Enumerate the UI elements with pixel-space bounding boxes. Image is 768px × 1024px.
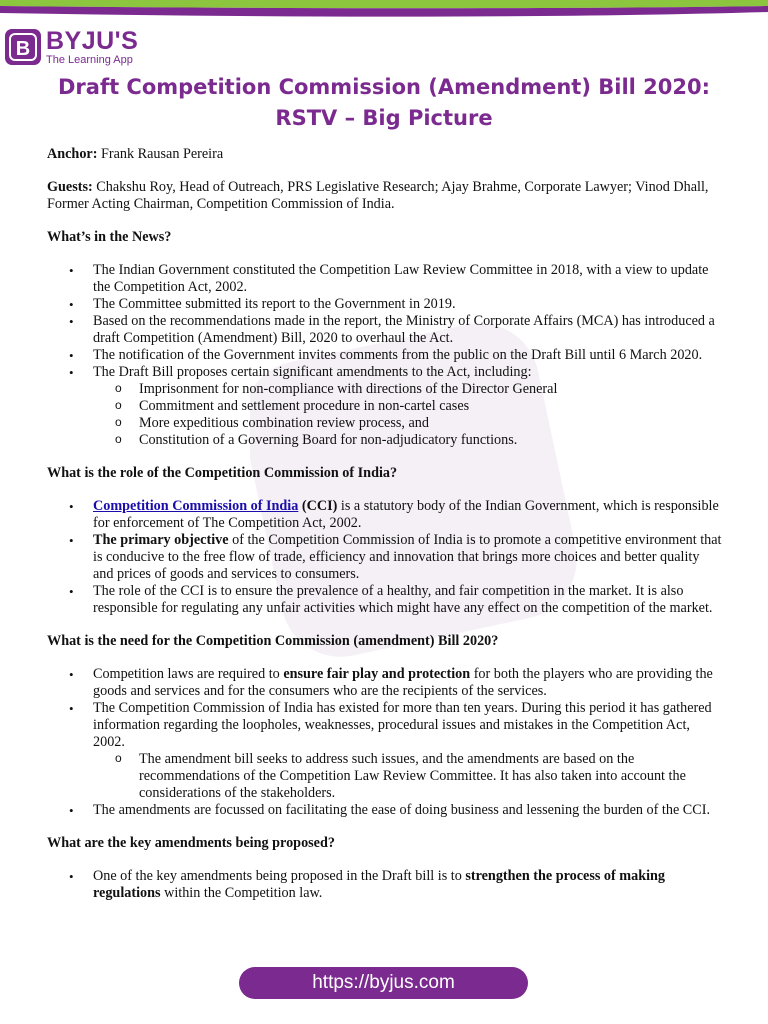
list-item [47,498,723,532]
need-sublist [93,751,723,802]
role-list [47,498,723,617]
section-heading-amendments: What are the key amendments being proposed? [47,835,335,851]
list-item-text: One of the key amendments being proposed in the Draft bill is to [93,868,466,884]
cci-link[interactable]: Competition Commission of India [93,498,299,514]
byjus-logo [4,28,138,66]
list-item: • The amendments are focussed on facilitating the ease of doing business and lessening the burden of the CCI. [47,802,723,819]
news-list [47,262,723,449]
list-item-text: The Draft Bill proposes certain significant amendments to the Act, including: [93,364,532,380]
list-item: • Based on the recommendations made in the report, the Ministry of Corporate Affairs (MCA) has introduced a draft Competition (Amendment) Bill, 2020 to overhaul the Act. [47,313,723,347]
list-item-text: The Competition Commission of India has existed for more than ten years. During this period it has gathered information regarding the loopholes, weaknesses, procedural issues and mistakes in the Competition Act, 2002. [93,700,712,750]
list-item-text: for both the players who are providing the goods and services and for the consumers who are the recipients of the services. [93,666,713,699]
guests-label: Guests: [47,179,93,195]
article-body [47,146,723,902]
footer-url-button[interactable]: https://byjus.com [239,967,528,999]
title-line-2: RSTV – Big Picture [275,106,493,130]
anchor-value: Frank Rausan Pereira [101,146,224,162]
list-item: • The Indian Government constituted the Competition Law Review Committee in 2018, with a view to update the Competition Act, 2002. [47,262,723,296]
anchor-label: Anchor: [47,146,98,162]
amendments-sublist [93,381,723,449]
header-swoosh [0,0,768,20]
bold-phrase: The primary objective [93,532,229,548]
bold-phrase: strengthen the process of making regulations [93,868,666,901]
section-heading-need: What is the need for the Competition Commission (amendment) Bill 2020? [47,633,499,649]
list-item-text: Competition laws are required to [93,666,284,682]
list-item [47,700,723,802]
sub-list-item: o Commitment and settlement procedure in non-cartel cases [93,398,723,415]
list-item: • The notification of the Government invites comments from the public on the Draft Bill until 6 March 2020. [47,347,723,364]
cci-abbr: (CCI) [301,498,338,514]
list-item [47,666,723,700]
amendments-list [47,868,723,902]
byjus-badge-icon [4,28,42,66]
brand-name: BYJU'S [46,26,139,55]
brand-tagline: The Learning App [46,53,133,66]
need-list [47,666,723,819]
list-item-text: is a statutory body of the Indian Government, which is responsible for enforcement of The Competition Act, 2002. [93,498,719,531]
sub-list-item: o Constitution of a Governing Board for non-adjudicatory functions. [93,432,723,449]
guests-value: Chakshu Roy, Head of Outreach, PRS Legislative Research; Ajay Brahme, Corporate Lawyer; Vinod Dhall, Former Acting Chairman, Competition Commission of India. [47,179,709,212]
section-heading-role: What is the role of the Competition Commission of India? [47,465,398,481]
list-item-text: of the Competition Commission of India is to promote a competitive environment that is conducive to the free flow of trade, efficiency and innovation that brings more choices and better quality and prices of goods and services to consumers. [93,532,722,582]
sub-list-item: o More expeditious combination review process, and [93,415,723,432]
list-item-text: within the Competition law. [160,885,323,901]
guests-line [47,179,723,213]
list-item: • The Committee submitted its report to the Government in 2019. [47,296,723,313]
section-heading-news: What’s in the News? [47,229,172,245]
anchor-line [47,146,723,163]
bold-phrase: ensure fair play and protection [283,666,471,682]
svg-text:B: B [15,38,31,60]
list-item [47,532,723,583]
page-title [20,72,748,134]
sub-list-item: o The amendment bill seeks to address such issues, and the amendments are based on the recommendations of the Competition Law Review Committee. It has also taken into account the considerations of the stakeholders. [93,751,723,802]
list-item: • The role of the CCI is to ensure the prevalence of a healthy, and fair competition in the market. It is also responsible for regulating any unfair activities which might have any effect on the competition of the market. [47,583,723,617]
title-line-1: Draft Competition Commission (Amendment) Bill 2020: [57,75,711,99]
list-item [47,868,723,902]
list-item [47,364,723,449]
sub-list-item: o Imprisonment for non-compliance with directions of the Director General [93,381,723,398]
